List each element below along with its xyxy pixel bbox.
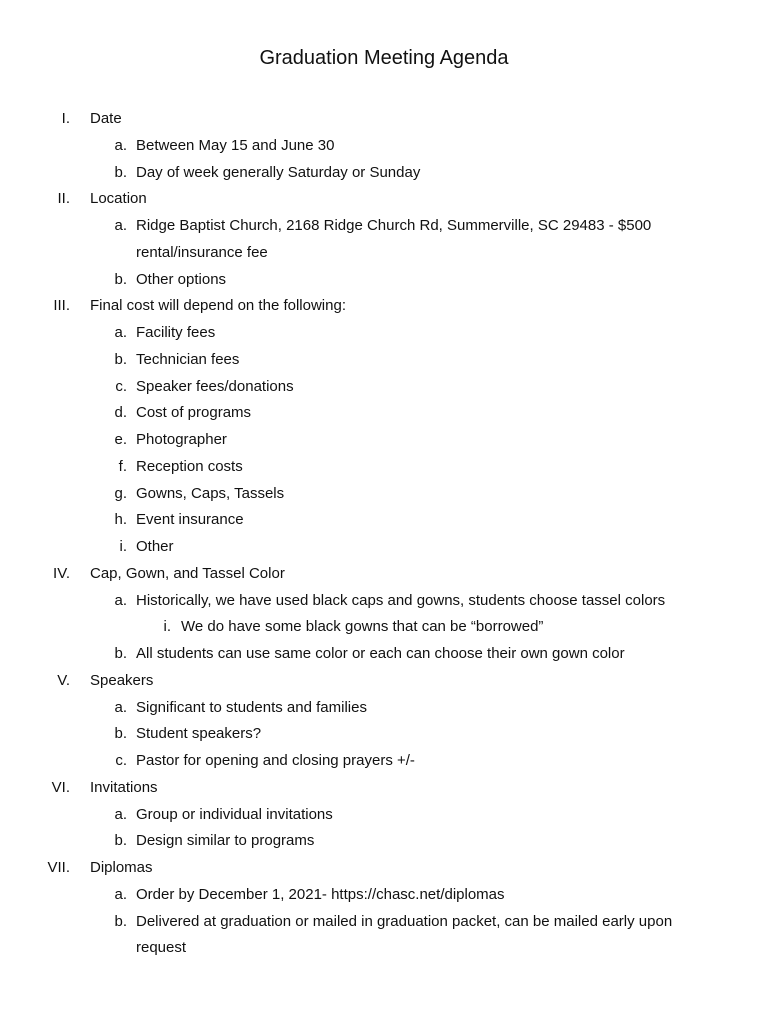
agenda-item: [0, 216, 768, 236]
item-text: Ridge Baptist Church, 2168 Ridge Church Rd, Summerville, SC 29483 - $500: [136, 217, 652, 234]
item-number: b.: [114, 832, 127, 850]
item-text: Reception costs: [136, 457, 243, 475]
item-number: i.: [119, 538, 127, 555]
item-number: b.: [114, 350, 127, 368]
item-number: c.: [115, 752, 127, 769]
item-text: Location: [90, 190, 147, 208]
item-text: Speakers: [90, 671, 154, 689]
item-text: Cap, Gown, and Tassel Color: [90, 564, 285, 582]
item-text: Design similar to programs: [136, 832, 315, 850]
item-number: VI.: [51, 778, 70, 796]
agenda-item: [0, 564, 768, 584]
agenda-item: [0, 296, 768, 316]
item-text: rental/insurance fee: [136, 243, 268, 261]
agenda-item: [0, 885, 768, 905]
item-text: Between May 15 and June 30: [136, 136, 335, 154]
item-text: Day of week generally Saturday or Sunday: [136, 163, 421, 181]
item-number: i.: [163, 618, 171, 636]
item-text: Other options: [136, 270, 227, 288]
agenda-item: [0, 457, 768, 477]
agenda-item: [0, 270, 768, 290]
item-number: II.: [57, 190, 70, 208]
agenda-item: [0, 403, 768, 423]
agenda-item: [0, 350, 768, 370]
item-text: Facility fees: [136, 324, 216, 341]
item-text: Cost of programs: [136, 404, 252, 422]
agenda-item: [0, 109, 768, 129]
item-text: Delivered at graduation or mailed in graduation packet, can be mailed early upon: [136, 912, 673, 930]
item-text: Speaker fees/donations: [136, 377, 294, 395]
item-text: Group or individual invitations: [136, 805, 333, 823]
agenda-item: [0, 323, 768, 343]
item-text: All students can use same color or each can choose their own gown color: [136, 645, 625, 662]
item-text: Pastor for opening and closing prayers +/-: [136, 752, 415, 769]
agenda-item: [0, 377, 768, 397]
agenda-item: [0, 617, 768, 637]
item-number: III.: [53, 297, 70, 315]
item-number: IV.: [53, 564, 70, 582]
item-number: a.: [114, 885, 127, 903]
agenda-item: [0, 537, 768, 557]
item-text: Event insurance: [136, 511, 244, 529]
item-text: Other: [136, 538, 174, 555]
item-number: a.: [114, 324, 127, 341]
agenda-item: [0, 591, 768, 611]
item-number: a.: [114, 136, 127, 154]
agenda-item: [0, 671, 768, 691]
item-number: c.: [115, 377, 127, 395]
agenda-item: [0, 644, 768, 664]
item-number: a.: [114, 698, 127, 716]
item-text: Final cost will depend on the following:: [90, 297, 346, 315]
item-text: Significant to students and families: [136, 698, 367, 716]
item-text: We do have some black gowns that can be “borrowed”: [181, 618, 544, 636]
item-text: Photographer: [136, 431, 227, 448]
agenda-item: [0, 938, 768, 958]
item-number: b.: [114, 725, 127, 743]
agenda-item: [0, 430, 768, 450]
item-number: b.: [114, 270, 127, 288]
item-text: Gowns, Caps, Tassels: [136, 484, 285, 502]
item-number: a.: [114, 217, 127, 234]
item-text: Historically, we have used black caps and gowns, students choose tassel colors: [136, 591, 666, 609]
item-number: VII.: [47, 859, 70, 876]
agenda-item: [0, 831, 768, 851]
item-number: V.: [57, 671, 70, 689]
agenda-item: [0, 805, 768, 825]
agenda-item: [0, 136, 768, 156]
item-number: b.: [114, 912, 127, 930]
agenda-item: [0, 778, 768, 798]
item-text: Technician fees: [136, 350, 240, 368]
agenda-item: [0, 751, 768, 771]
item-number: a.: [114, 591, 127, 609]
item-text: Diplomas: [90, 859, 153, 876]
item-text: Student speakers?: [136, 725, 262, 743]
item-number: b.: [114, 163, 127, 181]
item-number: f.: [118, 457, 127, 475]
agenda-item: [0, 858, 768, 878]
item-text: Invitations: [90, 778, 158, 796]
agenda-item: [0, 243, 768, 263]
agenda-item: [0, 912, 768, 932]
agenda-item: [0, 724, 768, 744]
agenda-item: [0, 698, 768, 718]
item-number: g.: [114, 484, 127, 502]
item-number: I.: [61, 110, 70, 127]
agenda-item: [0, 189, 768, 209]
agenda-item: [0, 484, 768, 504]
agenda-item: [0, 163, 768, 183]
item-number: h.: [114, 511, 127, 529]
item-number: a.: [114, 805, 127, 823]
item-text: Date: [90, 110, 122, 127]
item-number: d.: [114, 404, 127, 422]
item-number: e.: [114, 431, 127, 448]
item-number: b.: [114, 645, 127, 662]
page-title: Graduation Meeting Agenda: [259, 47, 509, 69]
item-text: request: [136, 939, 187, 957]
agenda-item: [0, 510, 768, 530]
item-text: Order by December 1, 2021- https://chasc.net/diplomas: [136, 885, 505, 903]
